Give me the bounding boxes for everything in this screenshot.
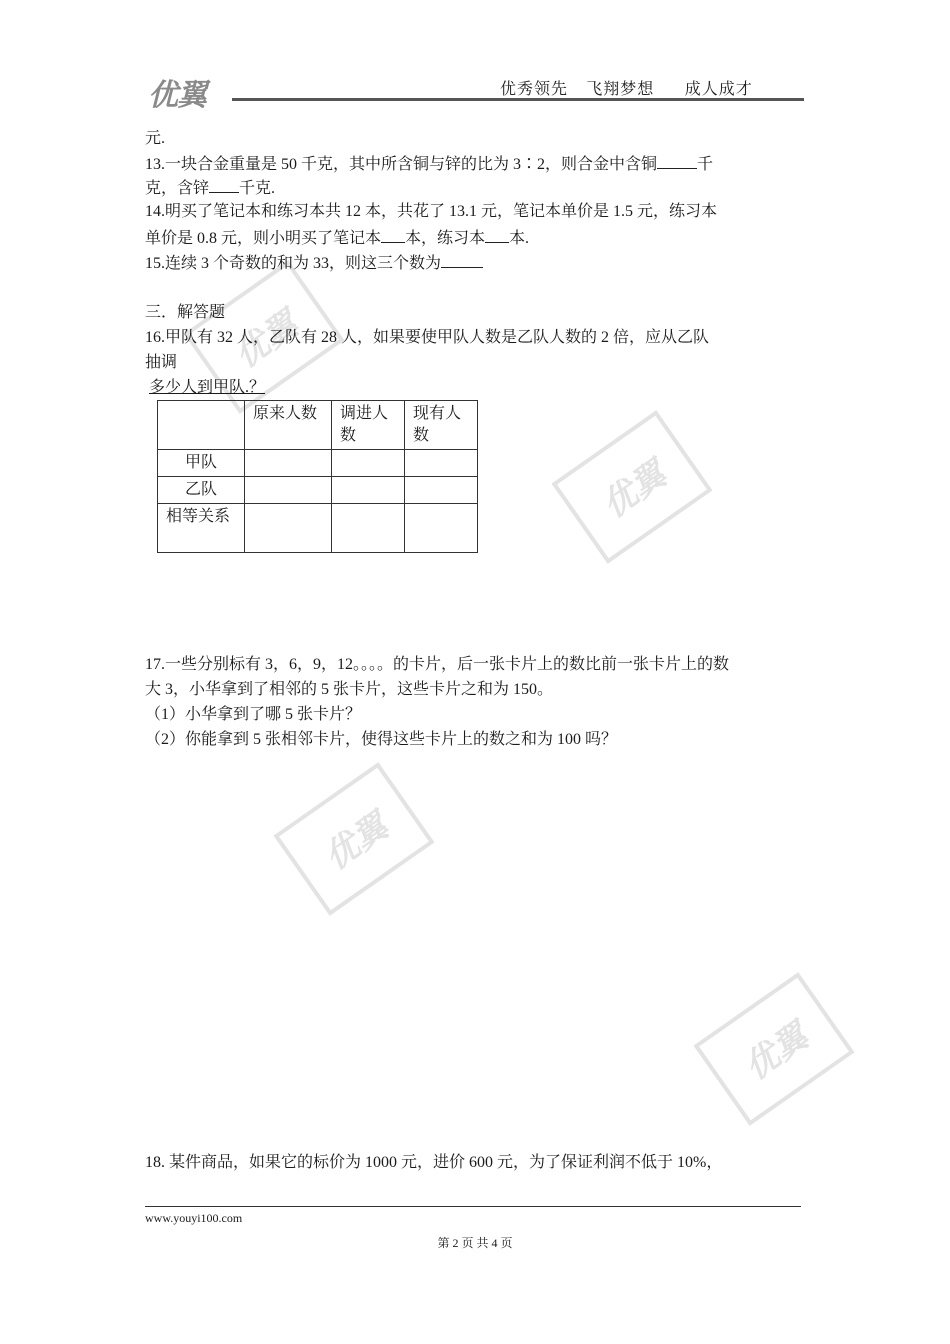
header-slogan: 优秀领先 飞翔梦想 成人成才 bbox=[500, 79, 753, 98]
q13-text-b: 千 bbox=[697, 156, 714, 173]
question-14-line1: 14.明买了笔记本和练习本共 12 本，共花了 13.1 元，笔记本单价是 1.5 元，练习本 bbox=[145, 203, 718, 220]
q13-text-d: 千克. bbox=[239, 180, 276, 197]
table-cell bbox=[332, 477, 405, 504]
table-cell bbox=[405, 450, 478, 477]
watermark: 优翼 bbox=[551, 410, 712, 564]
q14-text-a: 单价是 0.8 元，则小明买了笔记本 bbox=[145, 230, 382, 247]
footer-url: www.youyi100.com bbox=[145, 1211, 243, 1225]
table-cell bbox=[332, 504, 405, 553]
table-row-label: 乙队 bbox=[158, 477, 245, 504]
q14-text-c: 本. bbox=[509, 230, 530, 247]
q12-tail: 元. bbox=[145, 130, 166, 147]
q14-text-b: 本，练习本 bbox=[405, 230, 486, 247]
q16-table bbox=[157, 400, 478, 553]
q16-line3-text: 多少人到甲队.？ bbox=[149, 379, 266, 396]
table-cell bbox=[332, 450, 405, 477]
table-cell bbox=[245, 477, 332, 504]
question-16-line1: 16.甲队有 32 人，乙队有 28 人，如果要使甲队人数是乙队人数的 2 倍，应从乙队 bbox=[145, 329, 710, 346]
table-row-label: 甲队 bbox=[158, 450, 245, 477]
q14-blank-notebook bbox=[381, 226, 405, 243]
table-cell bbox=[405, 504, 478, 553]
watermark: 优翼 bbox=[693, 972, 854, 1126]
section-3-title: 三．解答题 bbox=[145, 304, 226, 321]
question-13-line1 bbox=[145, 152, 713, 176]
watermark: 优翼 bbox=[273, 762, 434, 916]
question-15 bbox=[145, 251, 483, 275]
table-row-label: 相等关系 bbox=[158, 504, 245, 553]
table-cell bbox=[405, 477, 478, 504]
watermark: 优翼 bbox=[183, 260, 344, 414]
table-header-cell: 现有人数 bbox=[405, 401, 478, 450]
question-17-sub2: （2）你能拿到 5 张相邻卡片，使得这些卡片上的数之和为 100 吗？ bbox=[145, 731, 618, 748]
table-header-row bbox=[158, 401, 478, 450]
q13-blank-zinc bbox=[209, 176, 239, 193]
table-cell bbox=[245, 450, 332, 477]
q15-text-a: 15.连续 3 个奇数的和为 33，则这三个数为 bbox=[145, 255, 442, 272]
table-row bbox=[158, 450, 478, 477]
table-cell bbox=[245, 504, 332, 553]
question-17-line2: 大 3，小华拿到了相邻的 5 张卡片，这些卡片之和为 150。 bbox=[145, 681, 554, 698]
page-number: 第 2 页 共 4 页 bbox=[437, 1236, 513, 1250]
q13-text-a: 13.一块合金重量是 50 千克，其中所含铜与锌的比为 3∶2，则合金中含铜 bbox=[145, 156, 658, 173]
q13-text-c: 克，含锌 bbox=[145, 180, 210, 197]
question-18-line1: 18. 某件商品，如果它的标价为 1000 元，进价 600 元，为了保证利润不低于 10%， bbox=[145, 1154, 723, 1171]
footer-rule bbox=[145, 1206, 801, 1207]
question-14-line2 bbox=[145, 226, 529, 250]
table-header-cell bbox=[158, 401, 245, 450]
question-17-line1: 17.一些分别标有 3，6，9，12。。。。的卡片，后一张卡片上的数比前一张卡片上的数 bbox=[145, 656, 730, 673]
logo: 优翼 bbox=[148, 78, 206, 113]
q14-blank-exercise bbox=[485, 226, 509, 243]
table-row bbox=[158, 477, 478, 504]
table-row bbox=[158, 504, 478, 553]
question-16-line3 bbox=[145, 377, 265, 399]
question-16-line2: 抽调 bbox=[145, 354, 178, 371]
table-header-cell: 调进人数 bbox=[332, 401, 405, 450]
table-header-cell: 原来人数 bbox=[245, 401, 332, 450]
q15-blank bbox=[441, 251, 483, 268]
question-13-line2 bbox=[145, 176, 275, 200]
question-17-sub1: （1）小华拿到了哪 5 张卡片？ bbox=[145, 706, 362, 723]
q13-blank-copper bbox=[657, 152, 697, 169]
